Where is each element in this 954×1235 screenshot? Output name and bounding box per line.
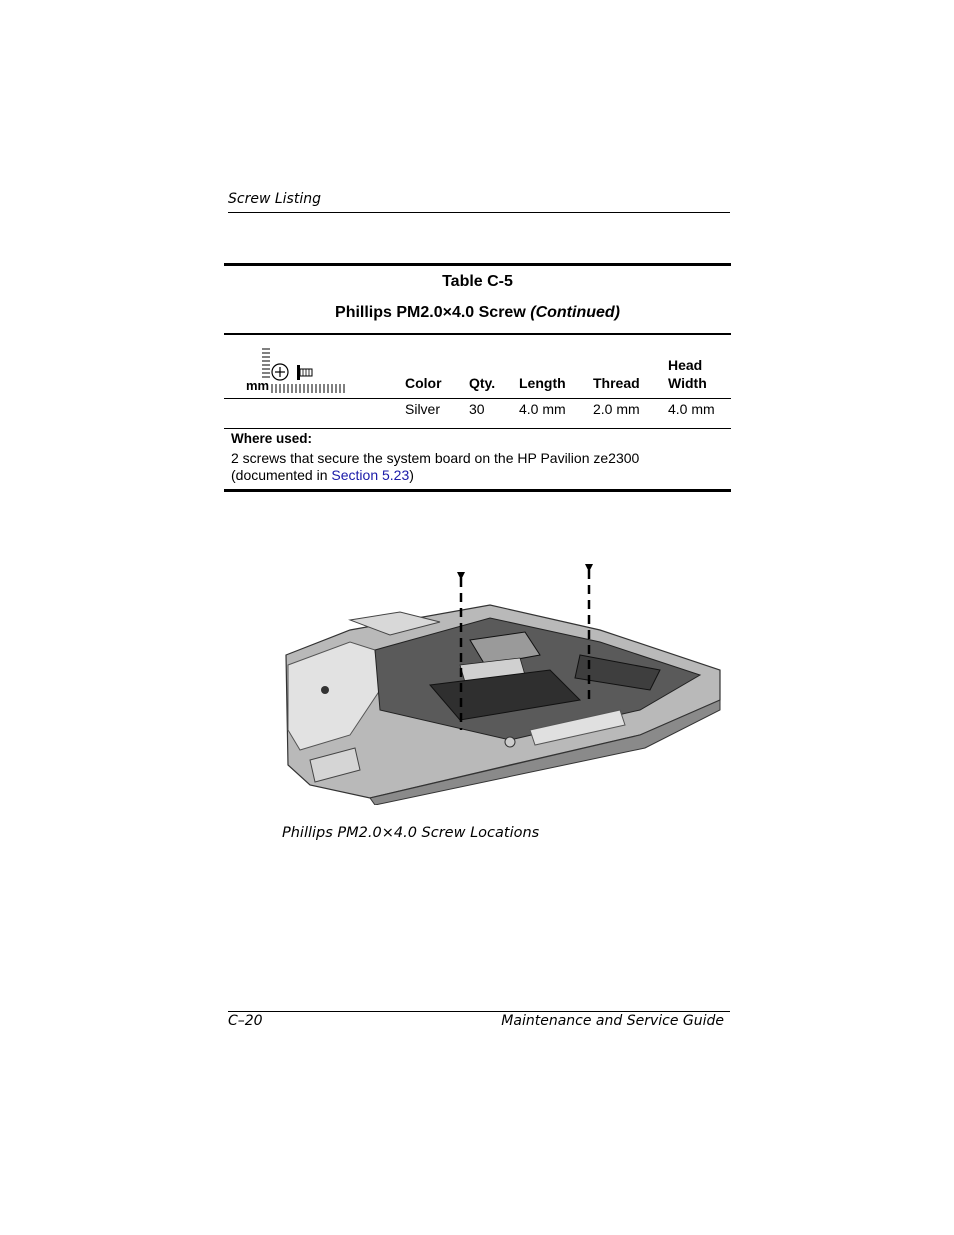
cell-head-width: 4.0 mm <box>668 401 715 417</box>
section-link[interactable]: Section 5.23 <box>331 467 410 483</box>
running-header: Screw Listing <box>228 191 321 207</box>
table-title-rule <box>224 333 731 335</box>
where-used-label: Where used: <box>231 431 313 446</box>
table-title <box>224 304 731 322</box>
table-title-text: Phillips PM2.0×4.0 Screw <box>335 304 526 321</box>
guide-title: Maintenance and Service Guide <box>501 1013 724 1029</box>
cell-qty: 30 <box>469 401 485 417</box>
page-number: C–20 <box>228 1013 263 1029</box>
footer-rule <box>228 1011 730 1012</box>
documented-suffix: ) <box>409 467 414 483</box>
cell-thread: 2.0 mm <box>593 401 640 417</box>
table-bottom-rule <box>224 489 731 492</box>
figure-caption: Phillips PM2.0×4.0 Screw Locations <box>282 825 540 841</box>
icon-unit-label: mm <box>246 378 270 393</box>
header-rule <box>228 212 730 213</box>
table-top-rule <box>224 263 731 266</box>
documented-prefix: (documented in <box>231 467 332 483</box>
header-row-rule <box>224 398 731 399</box>
col-head-width-line2: Width <box>668 375 707 391</box>
col-length: Length <box>519 375 566 391</box>
table-number: Table C-5 <box>442 273 513 290</box>
documented-line <box>231 467 414 483</box>
where-used-text: 2 screws that secure the system board on the HP Pavilion ze2300 <box>231 450 640 466</box>
table-title-continued: (Continued) <box>530 304 620 321</box>
col-head-width-line1: Head <box>668 357 703 373</box>
col-thread: Thread <box>593 375 640 391</box>
col-color: Color <box>405 375 442 391</box>
col-qty: Qty. <box>469 375 496 391</box>
cell-color: Silver <box>405 401 441 417</box>
screw-location-illustration <box>280 560 730 805</box>
data-row-rule <box>224 428 731 429</box>
cell-length: 4.0 mm <box>519 401 566 417</box>
